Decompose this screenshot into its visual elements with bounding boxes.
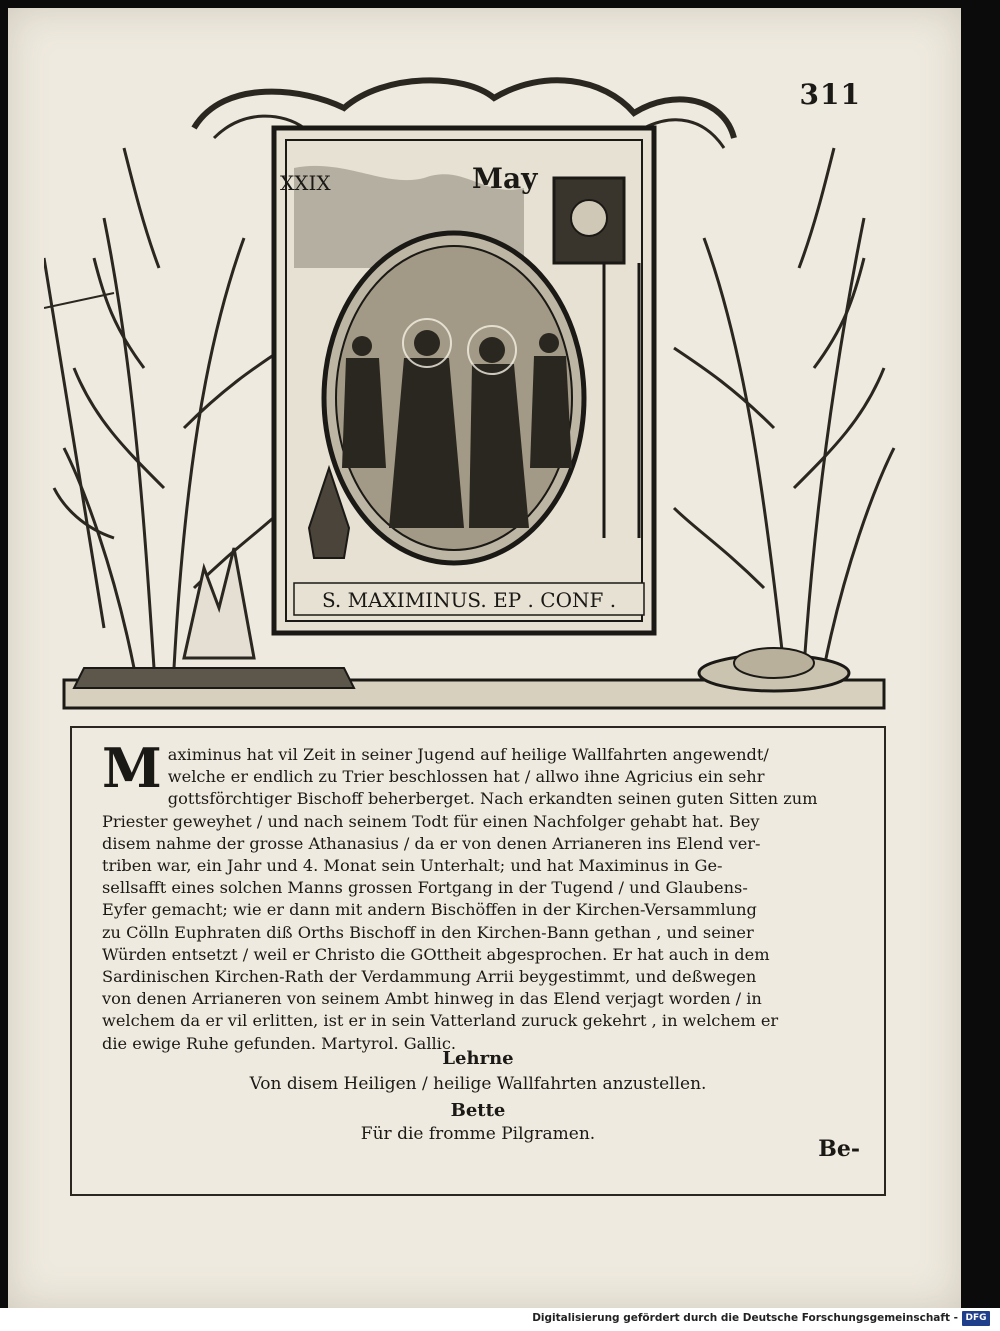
text-line: gottsförchtiger Bischoff beherberget. Nach erkandten seinen guten Sitten zum bbox=[167, 789, 818, 809]
drop-cap: M bbox=[102, 736, 162, 800]
text-box bbox=[70, 726, 886, 1196]
dfg-logo: DFG bbox=[962, 1311, 990, 1326]
plate-caption: S. MAXIMINUS. EP . CONF . bbox=[321, 588, 617, 612]
staff bbox=[44, 258, 104, 628]
text-line: welche er endlich zu Trier beschlossen hat / allwo ihne Agricius ein sehr bbox=[167, 767, 765, 787]
text-line: triben war, ein Jahr und 4. Monat sein Unterhalt; und hat Maximinus in Ge- bbox=[102, 856, 723, 876]
lehrne-text: Von disem Heiligen / heilige Wallfahrten anzustellen. bbox=[249, 1074, 707, 1094]
plate-month: May bbox=[472, 162, 538, 195]
book-page bbox=[8, 8, 961, 1308]
text-line: welchem da er vil erlitten, ist er in sein Vatterland zuruck gekehrt , in welchem er bbox=[102, 1011, 779, 1031]
page-number: 311 bbox=[799, 78, 861, 111]
footer-bar bbox=[0, 1308, 1000, 1331]
text-line: zu Cölln Euphraten diß Orths Bischoff in den Kirchen-Bann gethan , und seiner bbox=[102, 922, 754, 942]
engraving-illustration bbox=[44, 68, 904, 718]
text-line: Eyfer gemacht; wie er dann mit andern Bischöffen in der Kirchen-Versammlung bbox=[102, 900, 757, 920]
text-line: aximinus hat vil Zeit in seiner Jugend auf heilige Wallfahrten angewendt/ bbox=[167, 745, 769, 764]
text-line: Würden entsetzt / weil er Christo die GOttheit abgesprochen. Er hat auch in dem bbox=[102, 944, 770, 964]
right-foliage bbox=[674, 148, 894, 668]
text-line: Sardinischen Kirchen-Rath der Verdammung Arrii beygestimmt, und deßwegen bbox=[102, 967, 757, 987]
engraving-svg bbox=[44, 68, 904, 718]
text-line: von denen Arrianeren von seinem Ambt hinweg in das Elend verjagt worden / in bbox=[102, 989, 762, 1009]
heading-bette: Bette bbox=[450, 1100, 506, 1121]
text-line: Priester geweyhet / und nach seinem Todt für einen Nachfolger gehabt hat. Bey bbox=[102, 811, 760, 831]
text-line: disem nahme der grosse Athanasius / da er von denen Arrianeren ins Elend ver- bbox=[102, 833, 761, 853]
main-text bbox=[102, 736, 862, 1055]
bette-text: Für die fromme Pilgramen. bbox=[360, 1124, 596, 1144]
catchword: Be- bbox=[818, 1136, 860, 1162]
heading-lehrne: Lehrne bbox=[442, 1048, 514, 1069]
footer-credit: Digitalisierung gefördert durch die Deutsche Forschungsgemeinschaft - bbox=[532, 1312, 958, 1324]
text-line: die ewige Ruhe gefunden. Martyrol. Gallic. bbox=[102, 1033, 457, 1053]
text-line: sellsafft eines solchen Manns grossen Fortgang in der Tugend / und Glaubens- bbox=[102, 878, 748, 898]
plate-day: XXIX bbox=[280, 171, 331, 195]
left-foliage bbox=[54, 148, 284, 668]
